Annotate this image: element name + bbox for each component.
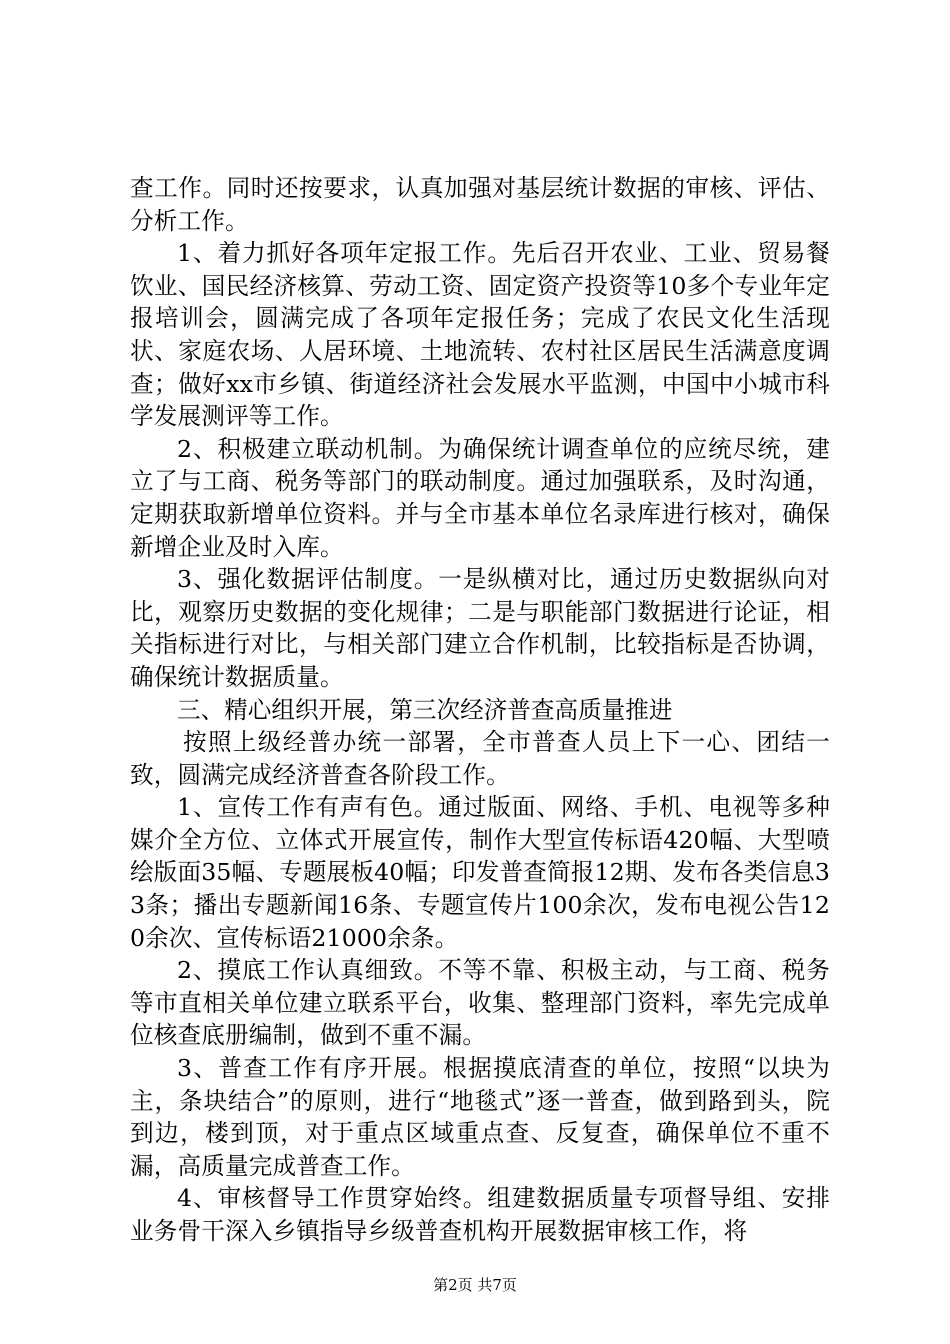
paragraph-census-overview: 按照上级经普办统一部署，全市普查人员上下一心、团结一致，圆满完成经济普查各阶段工作。 — [130, 728, 830, 789]
paragraph-survey-groundwork: 2、摸底工作认真细致。不等不靠、积极主动，与工商、税务等市直相关单位建立联系平台，收集、整理部门资料，率先完成单位核查底册编制，做到不重不漏。 — [130, 956, 830, 1050]
paragraph-publicity: 1、宣传工作有声有色。通过版面、网络、手机、电视等多种媒介全方位、立体式开展宣传，制作大型宣传标语420幅、大型喷绘版面35幅、专题展板40幅；印发普查简报12期、发布各类信息33条；播出专题新闻16条、专题宣传片100余次，发布电视公告120余次、宣传标语21000余条。 — [130, 793, 830, 952]
page-number-footer: 第2页 共7页 — [433, 1276, 517, 1294]
document-body — [130, 172, 830, 1248]
paragraph-audit-supervision: 4、审核督导工作贯穿始终。组建数据质量专项督导组、安排业务骨干深入乡镇指导乡级普查机构开展数据审核工作，将 — [130, 1184, 830, 1245]
paragraph-data-evaluation: 3、强化数据评估制度。一是纵横对比，通过历史数据纵向对比，观察历史数据的变化规律；二是与职能部门数据进行论证，相关指标进行对比，与相关部门建立合作机制，比较指标是否协调，确保统计数据质量。 — [130, 565, 830, 691]
paragraph-continuation: 查工作。同时还按要求，认真加强对基层统计数据的审核、评估、分析工作。 — [130, 174, 830, 235]
paragraph-census-execution: 3、普查工作有序开展。根据摸底清查的单位，按照“以块为主，条块结合”的原则，进行“地毯式”逐一普查，做到路到头，院到边，楼到顶，对于重点区域重点查、反复查，确保单位不重不漏，高质量完成普查工作。 — [130, 1054, 830, 1180]
paragraph-annual-reports: 1、着力抓好各项年定报工作。先后召开农业、工业、贸易餐饮业、国民经济核算、劳动工资、固定资产投资等10多个专业年定报培训会，圆满完成了各项年定报任务；完成了农民文化生活现状、家庭农场、人居环境、土地流转、农村社区居民生活满意度调查；做好xx市乡镇、街道经济社会发展水平监测，中国中小城市科学发展测评等工作。 — [130, 239, 830, 431]
section-heading-economic-census: 三、精心组织开展，第三次经济普查高质量推进 — [177, 695, 673, 724]
paragraph-linkage-mechanism: 2、积极建立联动机制。为确保统计调查单位的应统尽统，建立了与工商、税务等部门的联动制度。通过加强联系，及时沟通，定期获取新增单位资料。并与全市基本单位名录库进行核对，确保新增企业及时入库。 — [130, 434, 830, 561]
